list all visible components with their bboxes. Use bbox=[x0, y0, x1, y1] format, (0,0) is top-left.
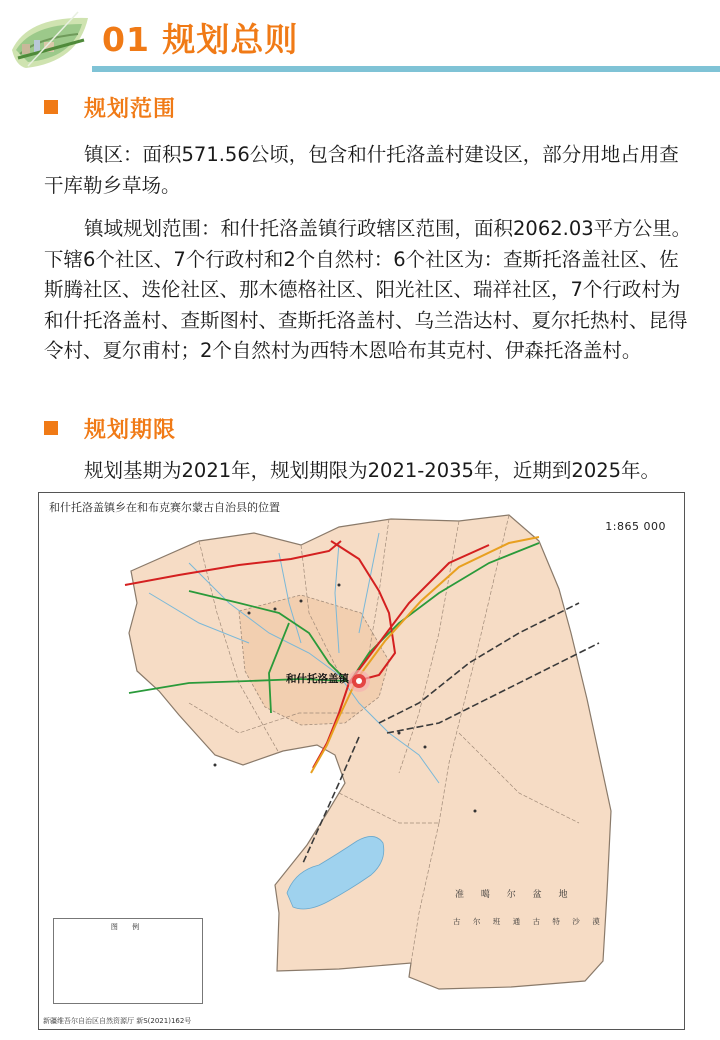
map-title: 和什托洛盖镇乡在和布克赛尔蒙古自治县的位置 bbox=[49, 501, 280, 514]
map-legend bbox=[53, 918, 203, 1004]
map-footer: 新疆维吾尔自治区自然资源厅 新S(2021)162号 bbox=[43, 1017, 192, 1025]
paragraph-township-scope: 镇域规划范围：和什托洛盖镇行政辖区范围，面积2062.03平方公里。下辖6个社区、7个行政村和2个自然村：6个社区为：查斯托洛盖社区、佐斯腾社区、迭伦社区、那木德格社区、阳光社区、瑞祥社区，7个行政村为和什托洛盖村、查斯图村、查斯托洛盖村、乌兰浩达村、夏尔托热村、昆得令村、夏尔甫村；2个自然村为西特木恩哈布其克村、伊森托洛盖村。 bbox=[44, 217, 692, 362]
section-heading-scope bbox=[44, 92, 176, 122]
paragraph-planning-period: 规划基期为2021年，规划期限为2021-2035年，近期到2025年。 bbox=[84, 459, 661, 482]
section-heading-period bbox=[44, 413, 176, 443]
legend-title: 图 例 bbox=[110, 923, 146, 931]
town-label: 和什托洛盖镇 bbox=[286, 673, 349, 685]
square-bullet-icon bbox=[44, 421, 58, 435]
section-heading-text: 规划范围 bbox=[84, 96, 177, 122]
section-heading-text: 规划期限 bbox=[84, 417, 177, 443]
square-bullet-icon bbox=[44, 100, 58, 114]
location-map bbox=[38, 492, 685, 1030]
page-header bbox=[0, 0, 720, 90]
desert-label: 古 尔 班 通 古 特 沙 漠 bbox=[453, 917, 605, 926]
map-scale: 1:865 000 bbox=[605, 520, 666, 533]
basin-label: 准 噶 尔 盆 地 bbox=[455, 890, 575, 900]
page-title: 01 规划总则 bbox=[102, 20, 299, 59]
title-rule bbox=[92, 66, 720, 72]
paragraph-town-area: 镇区：面积571.56公顷，包含和什托洛盖村建设区，部分用地占用查干库勒乡草场。 bbox=[44, 143, 679, 197]
landscape-leaf-logo bbox=[8, 10, 92, 74]
